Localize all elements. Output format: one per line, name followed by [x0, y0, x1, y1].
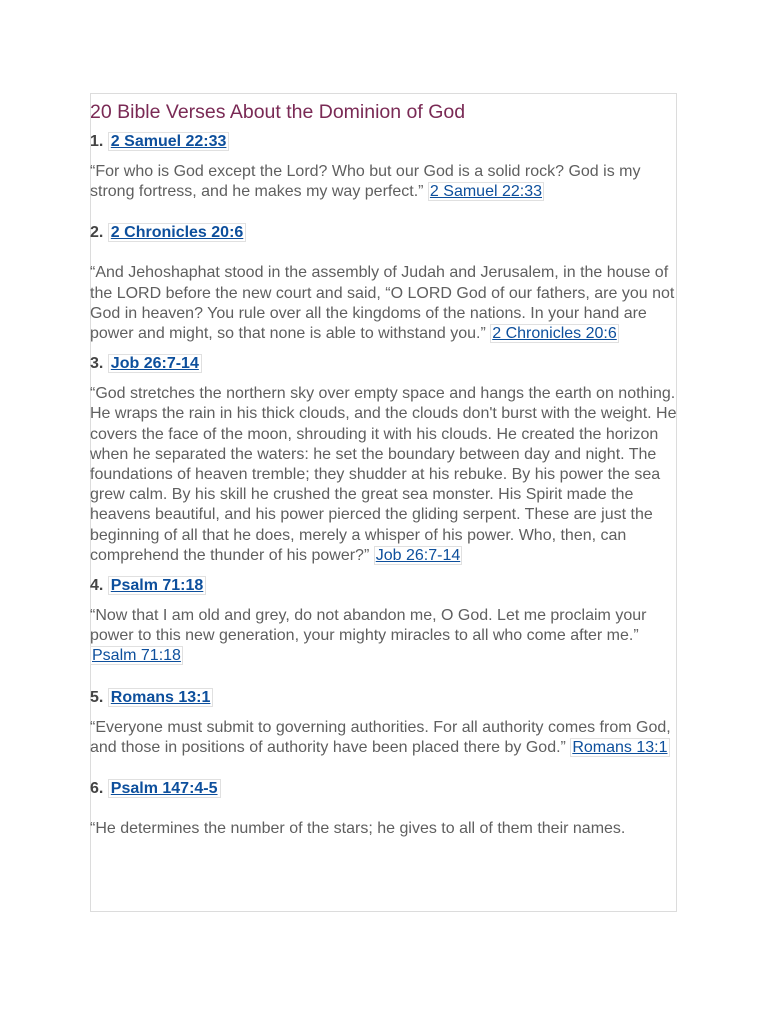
verse-text — [90, 718, 678, 758]
verse-reference-link[interactable]: Romans 13:1 — [108, 688, 214, 707]
page-title: 20 Bible Verses About the Dominion of God — [90, 101, 466, 123]
verse-text — [90, 606, 678, 667]
verse-heading — [90, 132, 678, 152]
verse-inline-link[interactable]: Job 26:7-14 — [375, 546, 461, 564]
verse-text — [90, 162, 678, 202]
verse-inline-link[interactable]: Psalm 71:18 — [92, 647, 181, 665]
verse-number: 4. — [90, 577, 104, 595]
verse-inline-link[interactable]: 2 Chronicles 20:6 — [492, 325, 617, 343]
verse-inline-link[interactable]: Romans 13:1 — [572, 738, 668, 756]
verse-reference-link[interactable]: Psalm 71:18 — [108, 576, 207, 595]
verse-body: “And Jehoshaphat stood in the assembly of Judah and Jerusalem, in the house of the LORD before the new court and said, “O LORD God of our fathers, are you not God in heaven? You rule over all the kingdoms of the nations. In your hand are power and might, so that none is able to withstand you.” — [90, 264, 675, 343]
verse-body: “He determines the number of the stars; he gives to all of them their names. — [90, 820, 626, 838]
verse-heading — [90, 223, 678, 243]
verse-text — [90, 819, 678, 839]
verse-body: “Now that I am old and grey, do not abandon me, O God. Let me proclaim your power to this new generation, your mighty miracles to all who come after me.” — [90, 607, 647, 645]
verse-number: 3. — [90, 355, 104, 373]
verse-reference-link[interactable]: 2 Samuel 22:33 — [108, 132, 230, 151]
verse-number: 2. — [90, 224, 104, 242]
verse-heading — [90, 779, 678, 799]
verse-heading — [90, 576, 678, 596]
document-content — [90, 99, 678, 839]
verse-heading — [90, 354, 678, 374]
verse-text — [90, 384, 678, 566]
verse-inline-link[interactable]: 2 Samuel 22:33 — [429, 183, 542, 201]
verse-number: 5. — [90, 688, 104, 706]
verse-number: 6. — [90, 780, 104, 798]
verse-text — [90, 263, 678, 344]
verse-body: “For who is God except the Lord? Who but our God is a solid rock? God is my strong fortress, and he makes my way perfect.” — [90, 163, 641, 201]
verse-body: “Everyone must submit to governing authorities. For all authority comes from God, and those in positions of authority have been placed there by God.” — [90, 718, 671, 756]
verse-number: 1. — [90, 133, 104, 150]
verse-reference-link[interactable]: Psalm 147:4-5 — [108, 779, 221, 798]
verse-reference-link[interactable]: 2 Chronicles 20:6 — [108, 223, 247, 242]
verse-body: “God stretches the northern sky over empty space and hangs the earth on nothing. He wraps the rain in his thick clouds, and the clouds don't burst with the weight. He covers the face of the moon, shrouding it with his clouds. He created the horizon when he separated the waters: he set the boundary between day and night. The foundations of heaven tremble; they shudder at his rebuke. By his power the sea grew calm. By his skill he crushed the great sea monster. His Spirit made the heavens beautiful, and his power pierced the gliding serpent. These are just the beginning of all that he does, merely a whisper of his power. Who, then, can comprehend the thunder of his power?” — [90, 385, 677, 564]
verse-heading — [90, 688, 678, 708]
verse-reference-link[interactable]: Job 26:7-14 — [108, 354, 202, 373]
